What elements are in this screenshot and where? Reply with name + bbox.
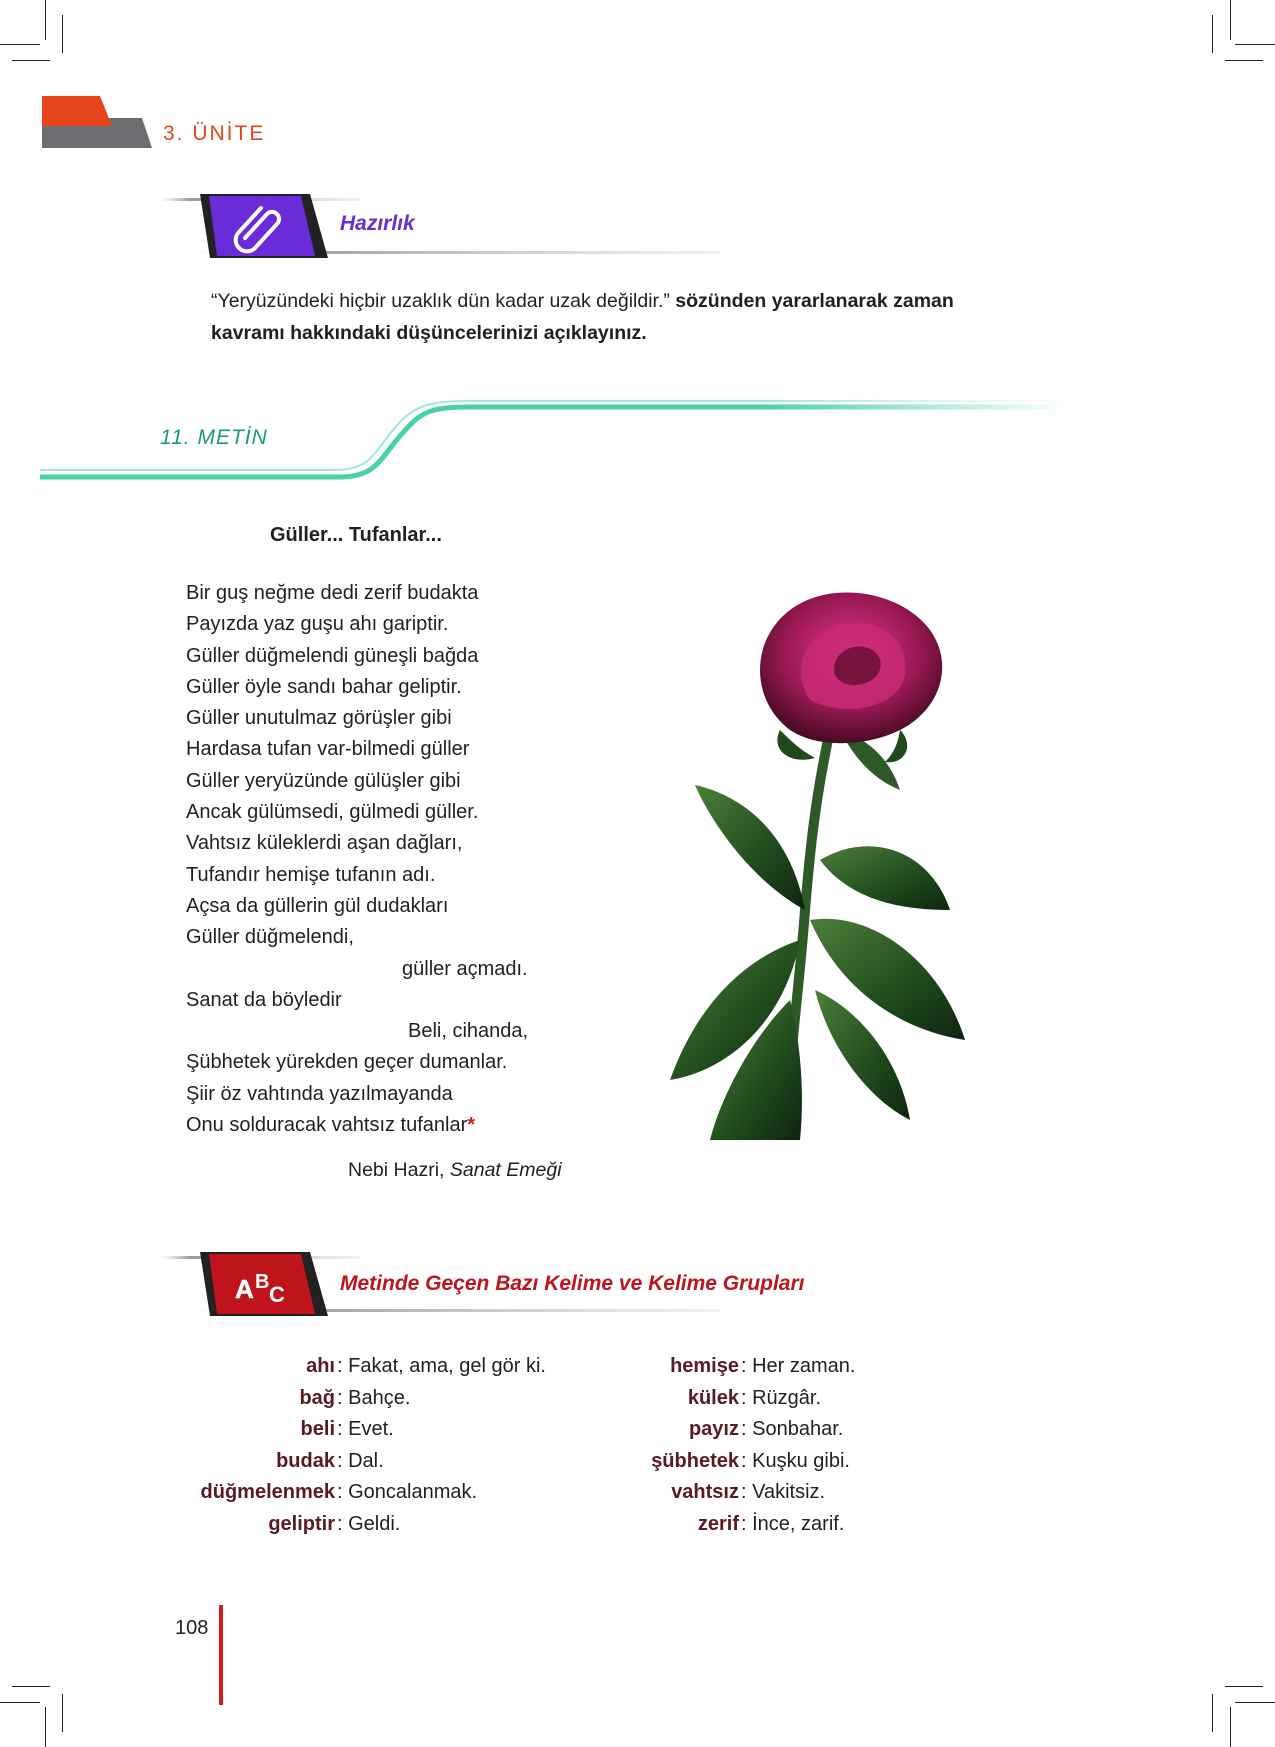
preparation-banner [160, 192, 720, 262]
poem-line-last [186, 1110, 528, 1141]
glossary-entry [620, 1477, 855, 1509]
crop-mark [1212, 1694, 1213, 1732]
preparation-instruction-1: sözünden yararlanarak zaman [675, 290, 954, 312]
poem-line: Hardasa tufan var-bilmedi güller [186, 738, 470, 761]
glossary-definition: : Bahçe. [337, 1386, 411, 1409]
poem-line: Bir guş neğme dedi zerif budakta [186, 582, 479, 604]
poem-line: Şübhetek yürekden geçer dumanlar. [186, 1051, 508, 1074]
unit-label: 3. ÜNİTE [163, 122, 266, 145]
svg-text:B: B [255, 1271, 270, 1293]
preparation-title: Hazırlık [340, 212, 415, 235]
poem-line: Güller düğmelendi güneşli bağda [186, 644, 479, 667]
poem-line: Sanat da böyledir [186, 988, 342, 1011]
glossary-definition: : Her zaman. [741, 1355, 856, 1377]
poem-body [186, 578, 528, 1141]
crop-mark [0, 1702, 40, 1703]
crop-mark [1230, 1707, 1231, 1747]
glossary-term: külek [687, 1386, 739, 1409]
glossary-term: beli [300, 1418, 335, 1440]
glossary-definition: : Vakitsiz. [741, 1481, 826, 1503]
glossary-entry [620, 1446, 855, 1478]
poem-line: Şiir öz vahtında yazılmayanda [186, 1082, 453, 1105]
glossary-definition: : Dal. [337, 1449, 384, 1472]
poem-line: Açsa da güllerin gül dudakları [186, 894, 449, 917]
poem-line: Payızda yaz guşu ahı gariptir. [186, 613, 449, 636]
poem-line: Beli, cihanda, [408, 1020, 529, 1043]
crop-mark [1235, 1702, 1275, 1703]
footnote-mark: * [467, 1114, 476, 1137]
glossary-definition: : Evet. [337, 1418, 394, 1440]
crop-mark [1235, 44, 1275, 45]
poem-line: Vahtsız küleklerdi aşan dağları, [186, 832, 463, 855]
crop-mark [1225, 1686, 1263, 1687]
crop-mark [62, 15, 63, 53]
glossary-entry [620, 1351, 855, 1383]
glossary-term: budak [276, 1449, 335, 1472]
preparation-text [211, 285, 1061, 349]
glossary-term: payız [688, 1418, 739, 1440]
glossary-definition: : Geldi. [337, 1512, 401, 1535]
text-section-label: 11. METİN [160, 426, 268, 449]
poem-attribution [348, 1159, 562, 1182]
preparation-instruction-2: kavramı hakkındaki düşüncelerinizi açıklayınız. [211, 322, 647, 344]
poem-line: Ancak gülümsedi, gülmedi güller. [186, 801, 479, 824]
poem-title: Güller... Tufanlar... [270, 524, 442, 546]
glossary-term: vahtsız [671, 1481, 739, 1503]
poem-source: Sanat Emeği [449, 1159, 562, 1181]
page-number-bar [219, 1605, 223, 1705]
glossary-term: geliptir [268, 1512, 335, 1535]
glossary-entry [620, 1509, 855, 1541]
page-number: 108 [175, 1617, 209, 1639]
vocabulary-banner [160, 1250, 805, 1320]
glossary-term: zerif [697, 1512, 739, 1535]
crop-mark [62, 1694, 63, 1732]
glossary-definition: : Rüzgâr. [741, 1386, 822, 1409]
abc-icon [205, 1250, 317, 1318]
glossary-definition: : Kuşku gibi. [741, 1449, 850, 1472]
glossary-entry [620, 1414, 855, 1446]
crop-mark [45, 1707, 46, 1747]
crop-mark [1230, 0, 1231, 40]
glossary-definition: : Sonbahar. [741, 1418, 844, 1440]
crop-mark [12, 60, 50, 61]
glossary-term: bağ [299, 1386, 335, 1409]
glossary-term: ahı [306, 1355, 335, 1377]
glossary-entry [170, 1446, 546, 1478]
glossary-entry [170, 1414, 546, 1446]
glossary-definition: : Fakat, ama, gel gör ki. [337, 1355, 546, 1377]
poem-line: Güller yeryüzünde gülüşler gibi [186, 769, 461, 792]
preparation-quote: “Yeryüzündeki hiçbir uzaklık dün kadar uzak değildir.” [211, 290, 670, 312]
glossary-entry [170, 1509, 546, 1541]
vocabulary-title: Metinde Geçen Bazı Kelime ve Kelime Grupları [340, 1272, 805, 1295]
glossary-definition: : İnce, zarif. [741, 1512, 845, 1535]
svg-text:A: A [235, 1274, 254, 1304]
glossary-entry [620, 1383, 855, 1415]
unit-tab-graphic [42, 96, 152, 152]
crop-mark [12, 1686, 50, 1687]
glossary-term: düğmelenmek [200, 1481, 335, 1503]
glossary-right [620, 1351, 855, 1540]
svg-text:C: C [269, 1282, 285, 1307]
glossary-entry [170, 1383, 546, 1415]
crop-mark [45, 0, 46, 40]
poem-line: Güller düğmelendi, [186, 926, 354, 949]
poem-line: Güller öyle sandı bahar geliptir. [186, 675, 462, 698]
glossary-entry [170, 1351, 546, 1383]
poem-line: Onu solduracak vahtsız tufanlar [186, 1114, 468, 1137]
rose-illustration [600, 580, 990, 1140]
crop-mark [1225, 60, 1263, 61]
poem-line: güller açmadı. [402, 957, 528, 980]
glossary-entry [170, 1477, 546, 1509]
crop-mark [0, 44, 40, 45]
paperclip-icon [205, 192, 317, 260]
glossary-term: şübhetek [651, 1449, 739, 1472]
poem-line: Güller unutulmaz görüşler gibi [186, 707, 452, 730]
glossary-term: hemişe [670, 1355, 739, 1377]
glossary-left [170, 1351, 546, 1540]
glossary-definition: : Goncalanmak. [337, 1481, 478, 1503]
poem-author: Nebi Hazri, [348, 1159, 445, 1181]
crop-mark [1212, 15, 1213, 53]
poem-line: Tufandır hemişe tufanın adı. [186, 863, 436, 886]
